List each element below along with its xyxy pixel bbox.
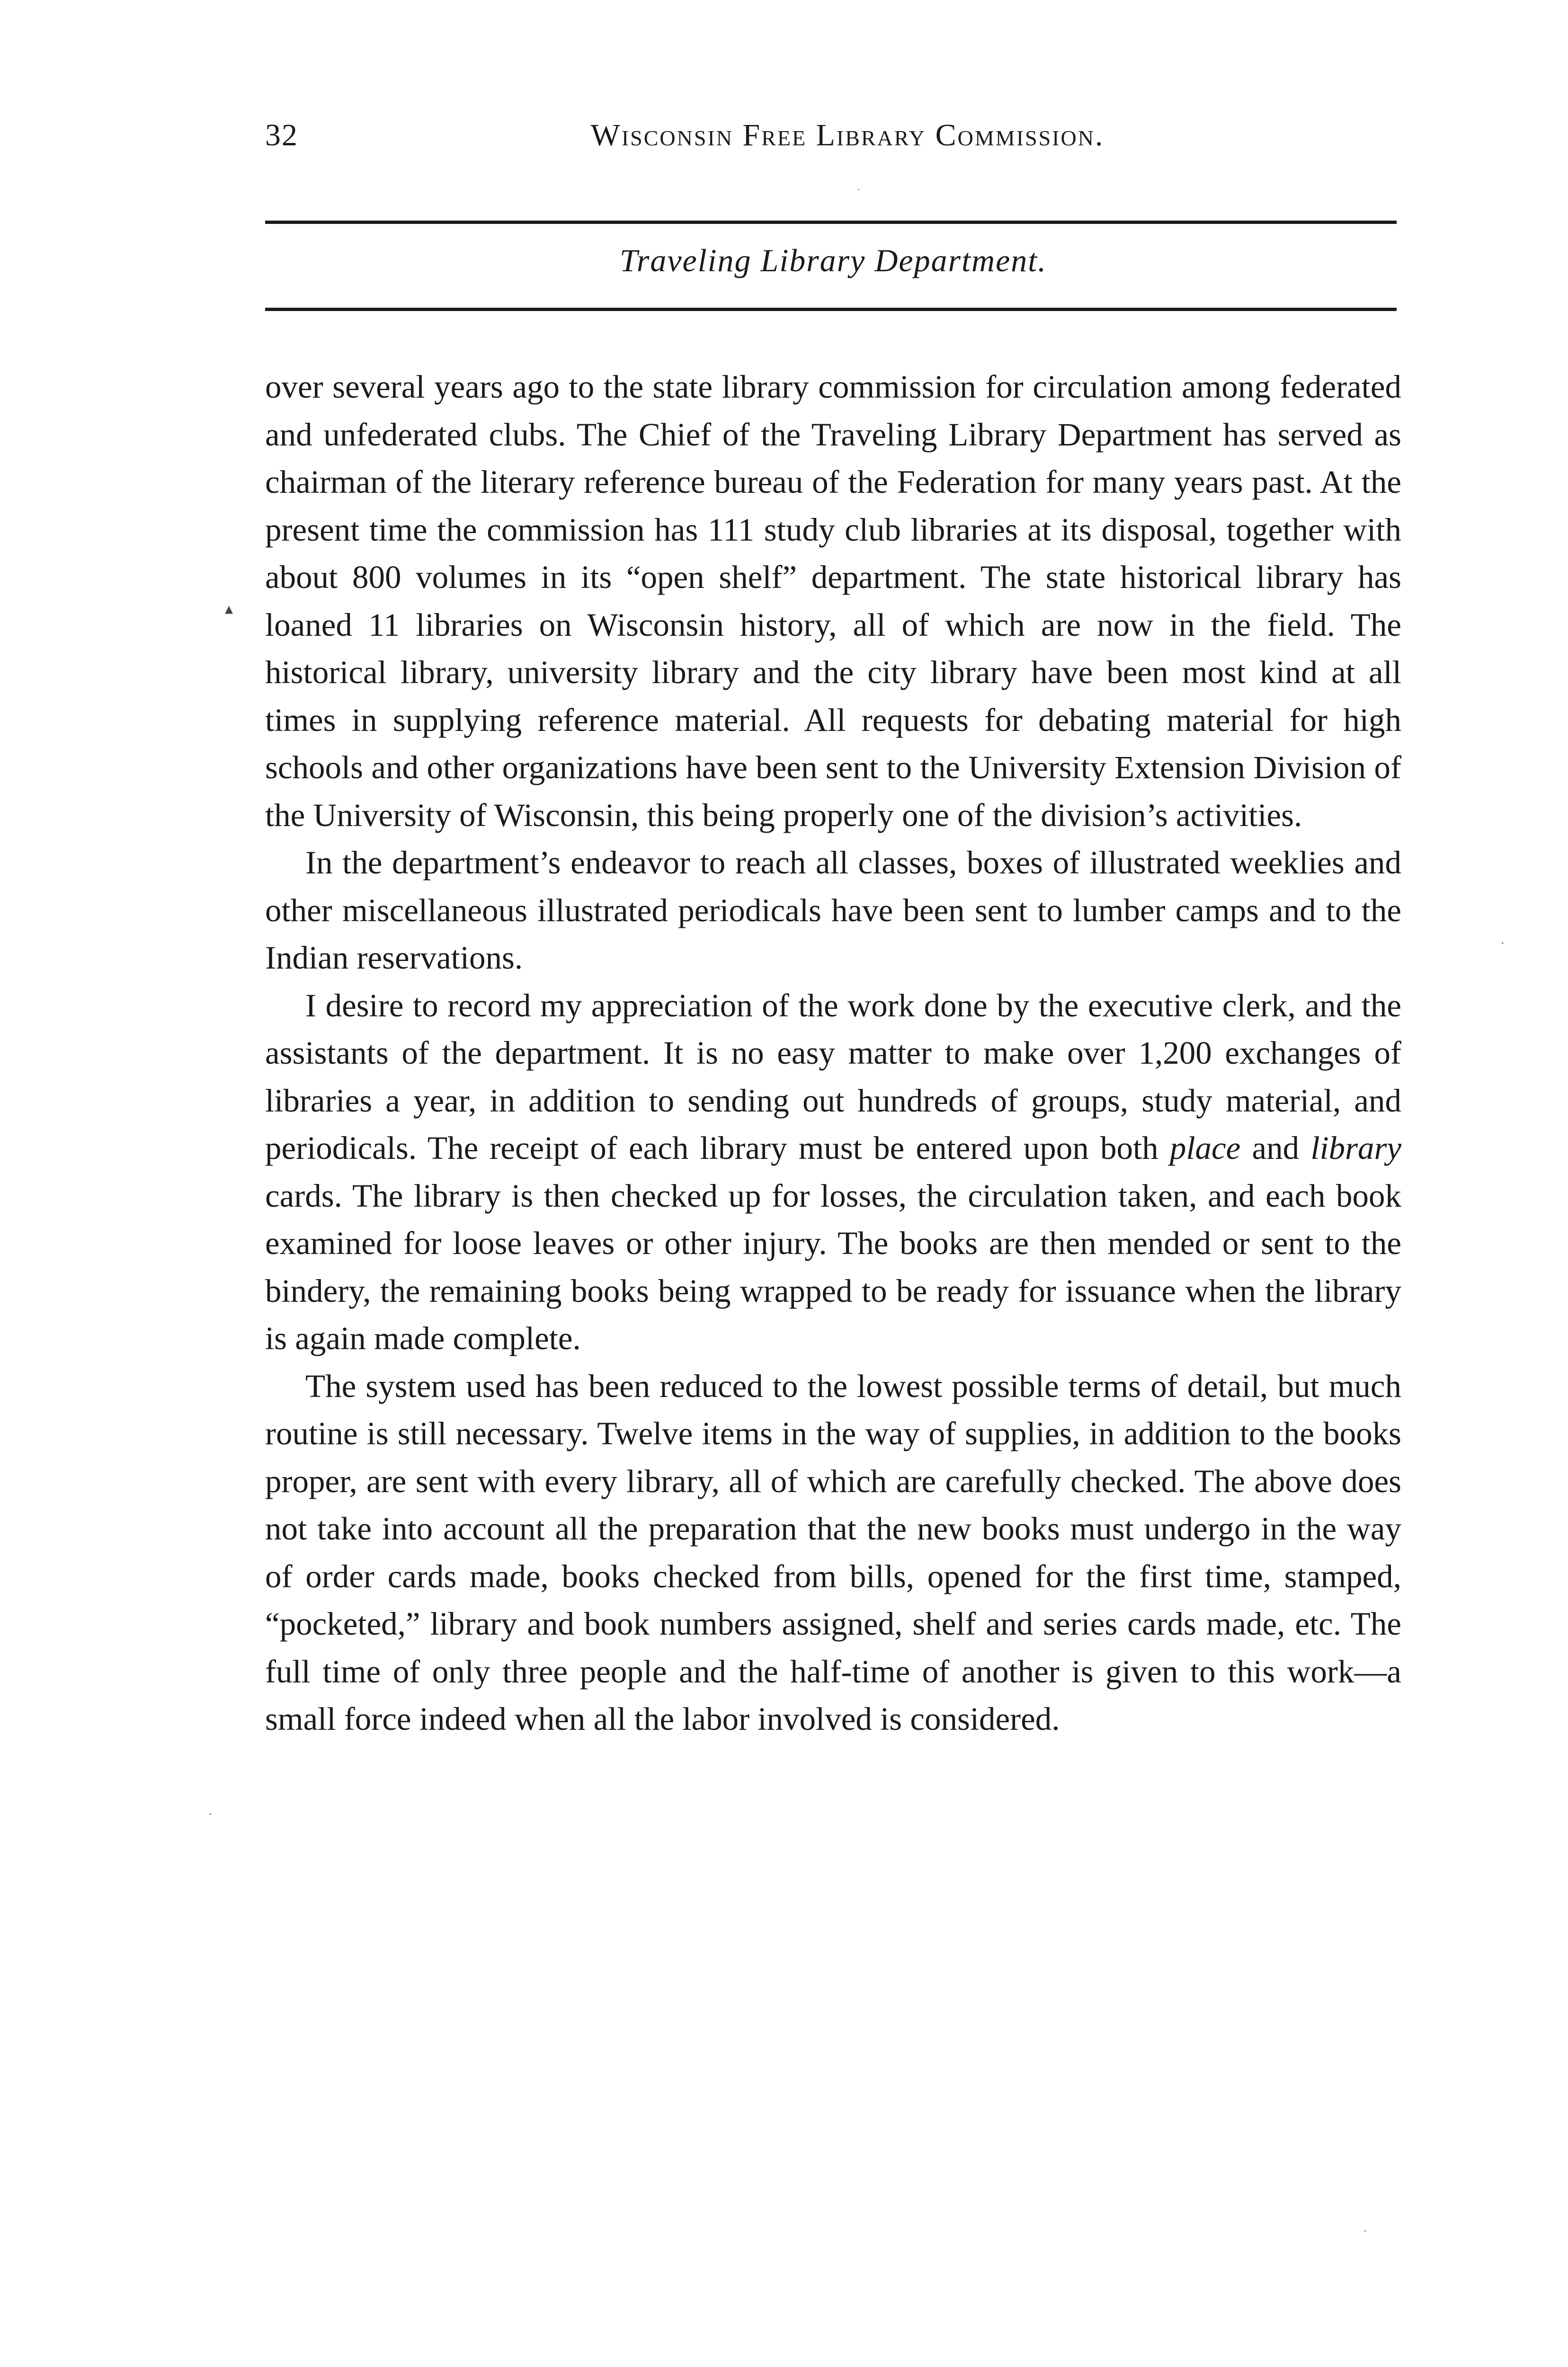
stray-dot-icon: · <box>1501 937 1505 950</box>
paragraph-3-text: I desire to record my appreciation of the work done by the executive clerk, and the assistants of the department. It is no easy matter to make over 1,200 exchanges of libraries a year, in addition to sending out hundreds of groups, study material, and periodicals. The receipt of each library must be entered upon both <box>265 987 1401 1166</box>
italic-library: library <box>1310 1130 1402 1166</box>
stray-dot-icon: · <box>1363 2225 1367 2237</box>
stray-dot-icon: · <box>857 185 860 195</box>
document-page <box>265 95 1401 1743</box>
running-title: Wisconsin Free Library Commission. <box>590 118 1105 152</box>
stray-dot-icon: · <box>208 1808 212 1821</box>
paragraph-1: over several years ago to the state library commission for circulation among federated and unfederated clubs. The Chief of the Traveling Library Department has served as chairman of the literary reference bureau of the Federation for many years past. At the present time the commission has 111 study club libraries at its disposal, together with about 800 volumes in its “open shelf” department. The state historical library has loaned 11 libraries on Wisconsin history, all of which are now in the field. The historical library, university library and the city library have been most kind at all times in supplying reference material. All requests for debating material for high schools and other organizations have been sent to the University Extension Division of the University of Wisconsin, this being properly one of the division’s activities. <box>265 369 1401 833</box>
italic-place: place <box>1169 1130 1241 1166</box>
section-heading: Traveling Library Department. <box>619 242 1047 278</box>
paragraph-3-continued: cards. The library is then checked up for losses, the circulation taken, and each book examined for loose leaves or other injury. The books are then mended or sent to the bindery, the remaining books being wrapped to be ready for issuance when the library is again made complete. <box>265 1177 1401 1356</box>
running-head <box>265 117 1401 169</box>
paragraph-4: The system used has been reduced to the lowest possible terms of detail, but much routine is still necessary. Twelve items in the way of supplies, in addition to the books proper, are sent with every library, all of which are carefully checked. The above does not take into account all the preparation that the new books must undergo in the way of order cards made, books checked from bills, opened for the first time, stamped, “pocketed,” library and book numbers assigned, shelf and series cards made, etc. The full time of only three people and the half-time of another is given to this work—a small force indeed when all the labor involved is considered. <box>265 1368 1401 1737</box>
header-rule-top <box>265 221 1397 224</box>
paragraph-3 <box>265 982 1401 1362</box>
paragraph-2: In the department’s endeavor to reach all classes, boxes of illustrated weeklies and other miscellaneous illustrated periodicals have been sent to lumber camps and to the Indian reservations. <box>265 845 1401 976</box>
header-rule-bottom <box>265 308 1397 311</box>
connector-and: and <box>1252 1130 1300 1166</box>
stray-mark-icon: ▴ <box>225 600 233 618</box>
body-text <box>265 363 1401 1743</box>
page-number: 32 <box>265 118 298 152</box>
